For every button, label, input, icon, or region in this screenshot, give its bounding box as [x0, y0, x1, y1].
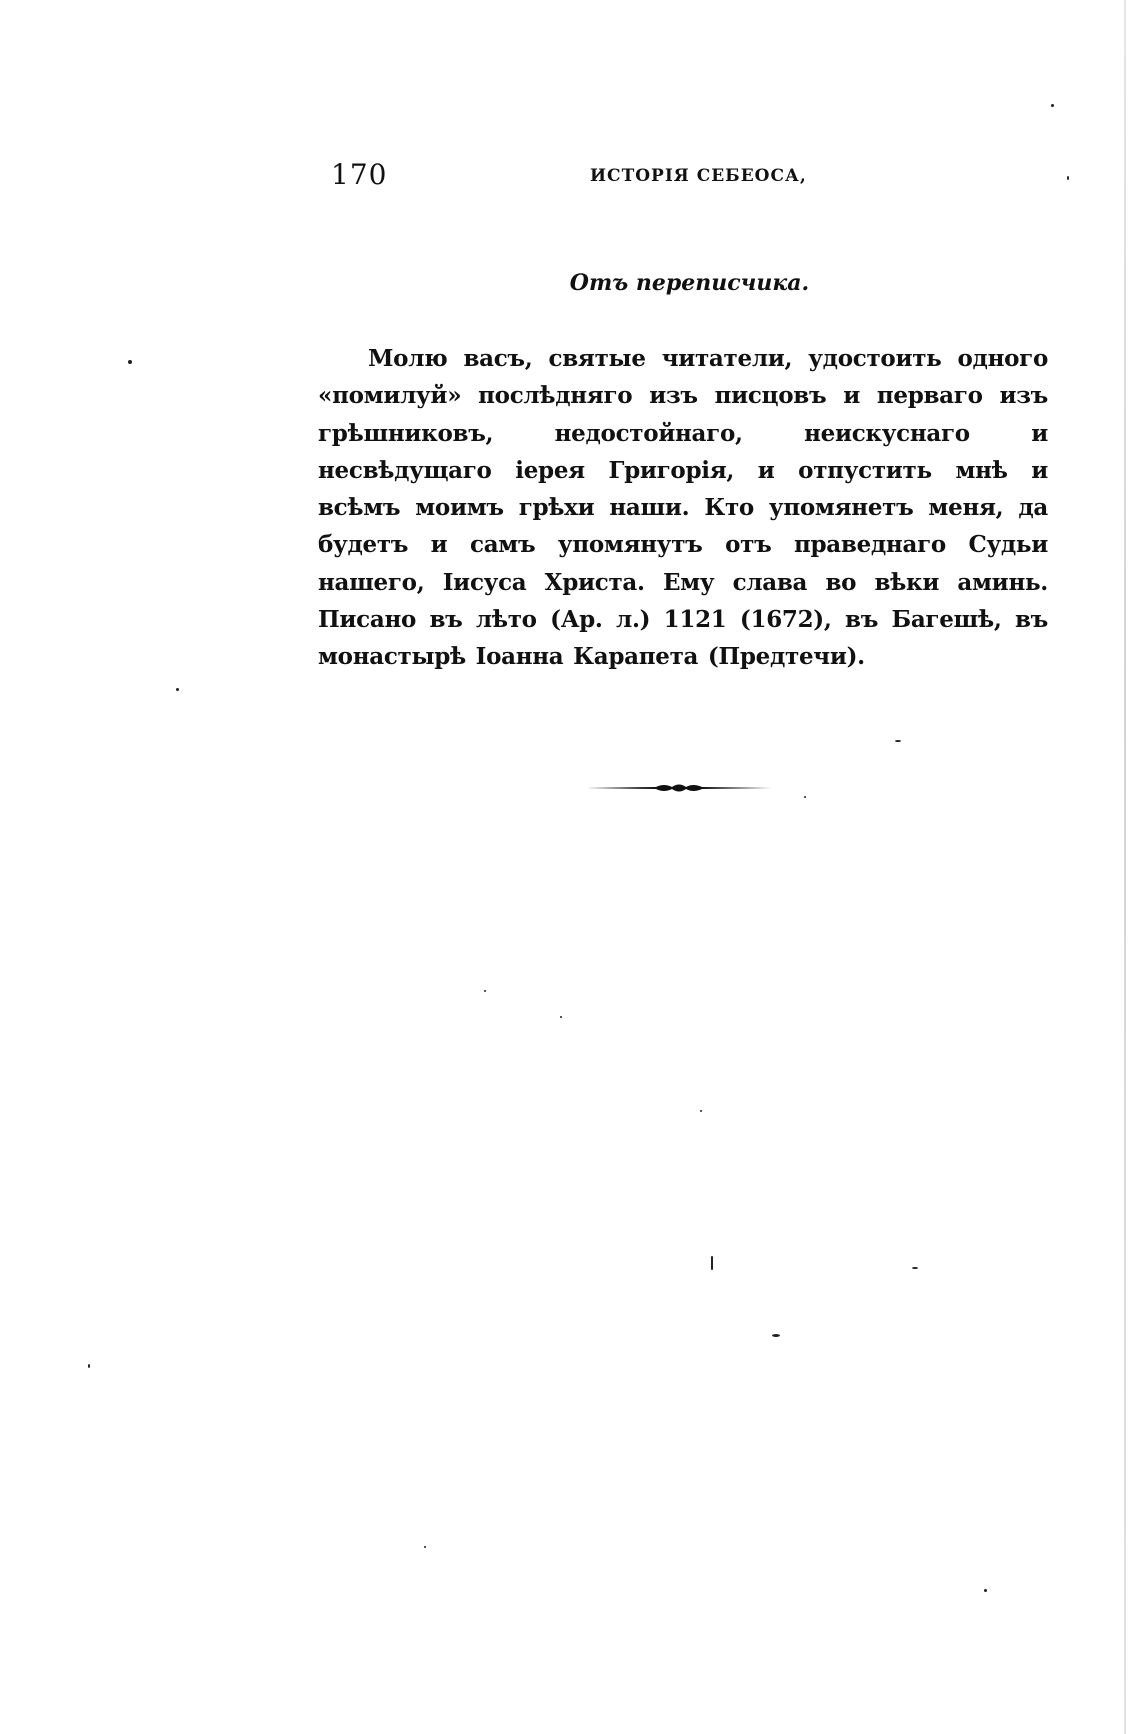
- scan-speck: [424, 1546, 426, 1548]
- scan-speck: [88, 1364, 90, 1368]
- body-paragraph: [318, 340, 1048, 676]
- page-number: 170: [331, 158, 388, 191]
- section-title: Отъ переписчика.: [569, 270, 810, 296]
- scan-speck: [1067, 176, 1069, 180]
- scan-speck: [128, 360, 132, 364]
- scan-edge: [1124, 0, 1126, 1734]
- scan-speck: [895, 740, 901, 742]
- scan-speck: [700, 1110, 702, 1112]
- scan-speck: [912, 1267, 918, 1269]
- page-header: [331, 158, 1048, 198]
- ornamental-rule-icon: [586, 778, 772, 798]
- scan-speck: [772, 1334, 780, 1337]
- scan-speck: [484, 990, 486, 992]
- scan-speck: [711, 1256, 713, 1270]
- scan-speck: [984, 1589, 987, 1592]
- scan-speck: [176, 688, 179, 691]
- scan-speck: [804, 796, 806, 798]
- scan-speck: [1051, 104, 1054, 107]
- scan-speck: [560, 1016, 562, 1018]
- running-head: ИСТОРІЯ СЕБЕОСА,: [590, 166, 807, 186]
- body-paragraph-text: Молю васъ, святые читатели, удостоить одного «помилуй» послѣдняго изъ писцовъ и перваго изъ грѣшниковъ, недостойнаго, неискуснаго и несвѣдущаго іерея Григорія, и отпустить мнѣ и всѣмъ моимъ грѣхи наши. Кто упомянетъ меня, да будетъ и самъ упомянутъ отъ праведнаго Судьи нашего, Іисуса Христа. Ему слава во вѣки аминь. Писано въ лѣто (Ар. л.) 1121 (1672), въ Багешѣ, въ монастырѣ Іоанна Карапета (Предтечи).: [318, 345, 1048, 671]
